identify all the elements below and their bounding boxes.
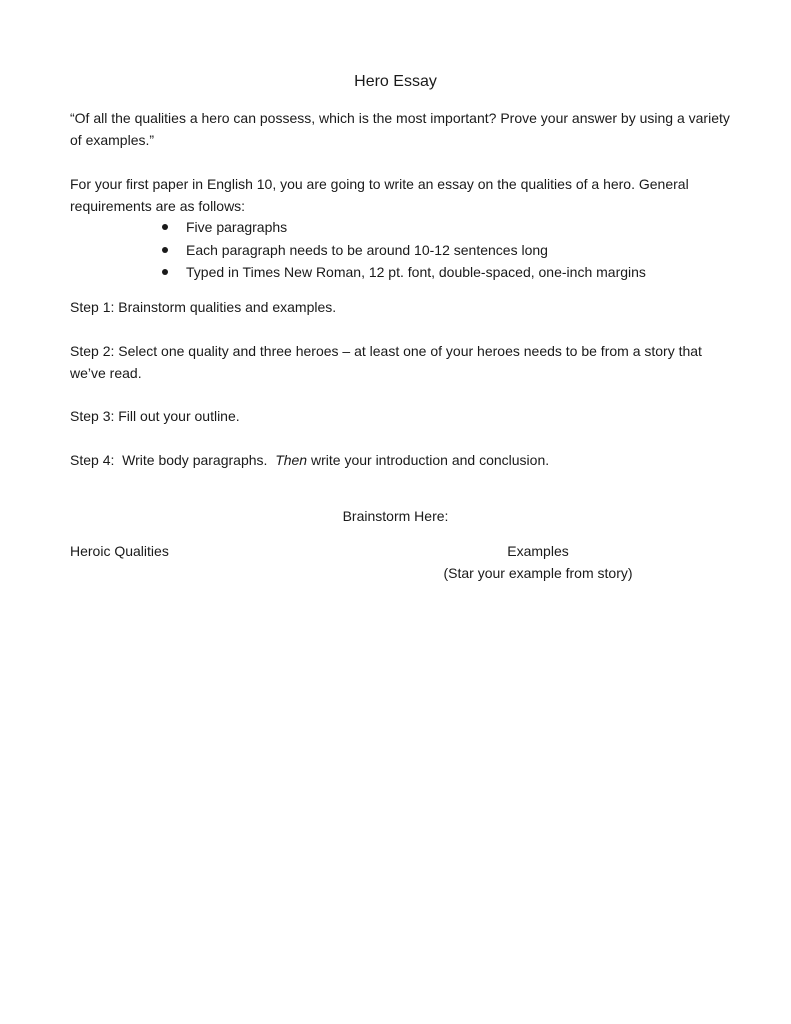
step-2: Step 2: Select one quality and three heroes – at least one of your heroes needs to be from a story that we’ve read. [70,343,702,381]
bullet-icon [162,269,168,275]
document-title: Hero Essay [354,73,437,90]
brainstorm-heading: Brainstorm Here: [342,508,449,524]
step-4-text-end: write your introduction and conclusion. [307,452,550,468]
step-4 [70,449,730,471]
requirement-text: Five paragraphs [186,219,288,235]
bullet-icon [162,224,168,230]
step-4-emphasis: Then [275,452,308,468]
requirement-item [160,239,646,262]
step-4-text: Step 4: Write body paragraphs. [70,452,276,468]
step-3: Step 3: Fill out your outline. [70,408,240,424]
bullet-icon [162,247,168,253]
examples-note: (Star your example from story) [443,565,633,581]
heroic-qualities-column-header: Heroic Qualities [70,543,169,559]
essay-prompt: “Of all the qualities a hero can possess, which is the most important? Prove your answer by using a variety of examples.” [70,110,730,148]
requirement-text: Typed in Times New Roman, 12 pt. font, double-spaced, one-inch margins [186,264,646,280]
requirements-list [160,216,646,284]
requirement-item [160,216,646,239]
examples-label: Examples [507,543,569,559]
requirement-text: Each paragraph needs to be around 10-12 sentences long [186,241,548,258]
step-1: Step 1: Brainstorm qualities and examples. [70,299,337,315]
requirement-item [160,261,646,284]
examples-column-header [400,540,676,584]
assignment-intro: For your first paper in English 10, you are going to write an essay on the qualities of a hero. General requirements are as follows: [70,176,689,214]
